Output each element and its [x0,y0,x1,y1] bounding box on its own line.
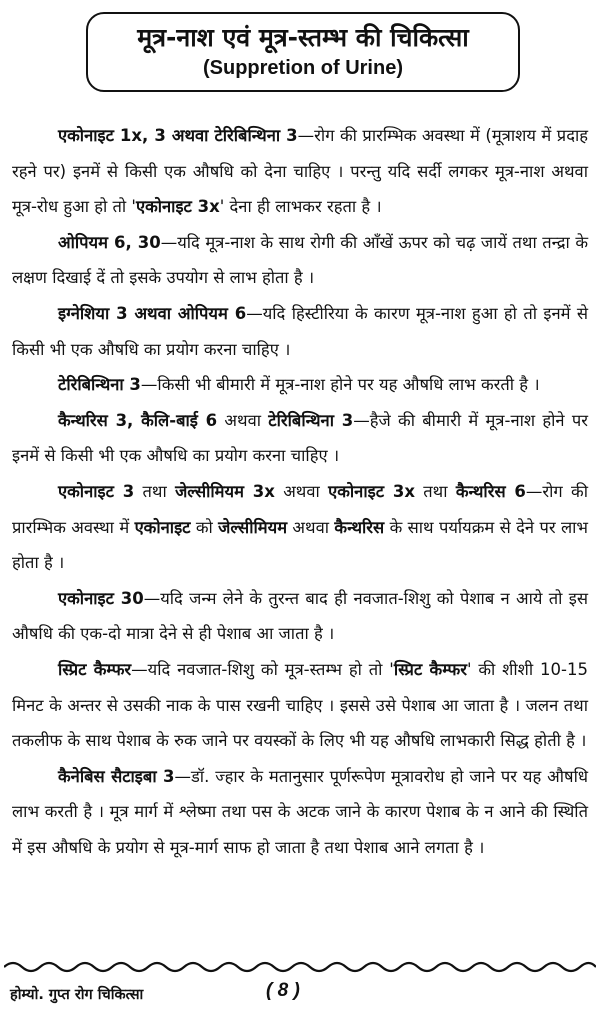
paragraph-text: अथवा [287,517,335,537]
remedy-name: एकोनाइट 1x, 3 अथवा टेरिबिन्थिना 3 [58,126,298,145]
remedy-name: एकोनाइट 3 [58,481,135,501]
paragraph-text: को [190,517,219,537]
paragraph-text: के साथ पर्यायक्रम से देने पर लाभ होता है । [12,517,589,573]
remedy-name: स्प्रिट कैम्फर [58,659,132,679]
paragraph [12,403,588,474]
paragraph-text: तथा [414,481,456,501]
footer-book-title: होम्यो. गुप्त रोग चिकित्सा [10,987,144,1003]
remedy-name: जेल्सीमियम [218,517,288,537]
remedy-name: एकोनाइट 3x [135,197,220,217]
remedy-name: टेरिबिन्थिना 3 [268,410,354,430]
page-number: ( 8 ) [266,980,300,1001]
paragraph [12,225,588,296]
remedy-name: ओपियम 6, 30 [58,232,161,252]
paragraph [12,759,588,866]
body-text [12,118,588,865]
paragraph [12,296,588,367]
paragraph [12,474,588,581]
chapter-title-hindi: मूत्र-नाश एवं मूत्र-स्तम्भ की चिकित्सा [137,23,469,52]
paragraph-text: —किसी भी बीमारी में मूत्र-नाश होने पर यह औषधि लाभ करती है । [140,375,540,395]
wavy-divider [4,958,596,976]
paragraph-text: तथा [134,481,176,501]
remedy-name: एकोनाइट [134,517,191,537]
paragraph-text: अथवा [217,410,269,430]
remedy-name: कैन्थरिस [334,517,385,537]
paragraph-text: ' की शीशी 10-15 मिनट के अन्तर से उसकी नाक के पास रखनी चाहिए । इससे उसे पेशाब आ जाता है । जलन तथा तकलीफ के साथ पेशाब के रुक जाने पर वयस्कों के लिए भी यह औषधि लाभकारी सिद्ध होती है । [12,659,588,751]
paragraph-text: —यदि नवजात-शिशु को मूत्र-स्तम्भ हो तो ' [131,659,394,679]
paragraph [12,581,588,652]
paragraph-text: —हैजे की बीमारी में मूत्र-नाश होने पर इनमें से किसी भी एक औषधि का प्रयोग करना चाहिए । [12,410,588,466]
remedy-name: इग्नेशिया 3 अथवा ओपियम 6 [58,303,247,323]
paragraph-text: —यदि मूत्र-नाश के साथ रोगी की आँखें ऊपर को चढ़ जायें तथा तन्द्रा के लक्षण दिखाई दें तो इसके उपयोग से लाभ होता है । [12,232,588,288]
remedy-name: स्प्रिट कैम्फर [393,659,467,679]
paragraph [12,367,588,403]
remedy-name: एकोनाइट 3x [328,481,415,501]
paragraph [12,652,588,759]
paragraph-text: ' देना ही लाभकर रहता है । [219,197,382,217]
remedy-name: एकोनाइट 30 [58,588,144,608]
paragraph-text: —रोग की प्रारम्भिक अवस्था में [12,481,588,537]
remedy-name: जेल्सीमियम 3x [175,481,275,501]
paragraph [12,118,588,225]
remedy-name: कैनेबिस सैटाइबा 3 [58,766,175,786]
paragraph-text: —रोग की प्रारम्भिक अवस्था में (मूत्राशय में प्रदाह रहने पर) इनमें से किसी एक औषधि को देना चाहिए । परन्तु यदि सर्दी लगकर मूत्र-नाश अथवा मूत्र-रोध हुआ हो तो ' [12,126,588,217]
paragraph-text: अथवा [274,481,329,501]
paragraph-text: —यदि जन्म लेने के तुरन्त बाद ही नवजात-शिशु को पेशाब न आये तो इस औषधि की एक-दो मात्रा देने से ही पेशाब आ जाता है । [12,588,589,644]
remedy-name: कैन्थरिस 6 [455,481,526,501]
remedy-name: कैन्थरिस 3, कैलि-बाई 6 [58,410,218,430]
remedy-name: टेरिबिन्थिना 3 [58,375,141,395]
chapter-title-box [86,12,520,92]
chapter-title-english: (Suppretion of Urine) [203,57,403,79]
paragraph-text: —डॉ. ज्हार के मतानुसार पूर्णरूपेण मूत्रावरोध हो जाने पर यह औषधि लाभ करती है । मूत्र मार्ग में श्लेष्मा तथा पस के अटक जाने के कारण पेशाब के न आने की स्थिति में इस औषधि के प्रयोग से मूत्र-मार्ग साफ हो जाता है तथा पेशाब आने लगता है । [12,766,588,857]
paragraph-text: —यदि हिस्टीरिया के कारण मूत्र-नाश हुआ हो तो इनमें से किसी भी एक औषधि का प्रयोग करना चाहिए । [12,303,589,359]
